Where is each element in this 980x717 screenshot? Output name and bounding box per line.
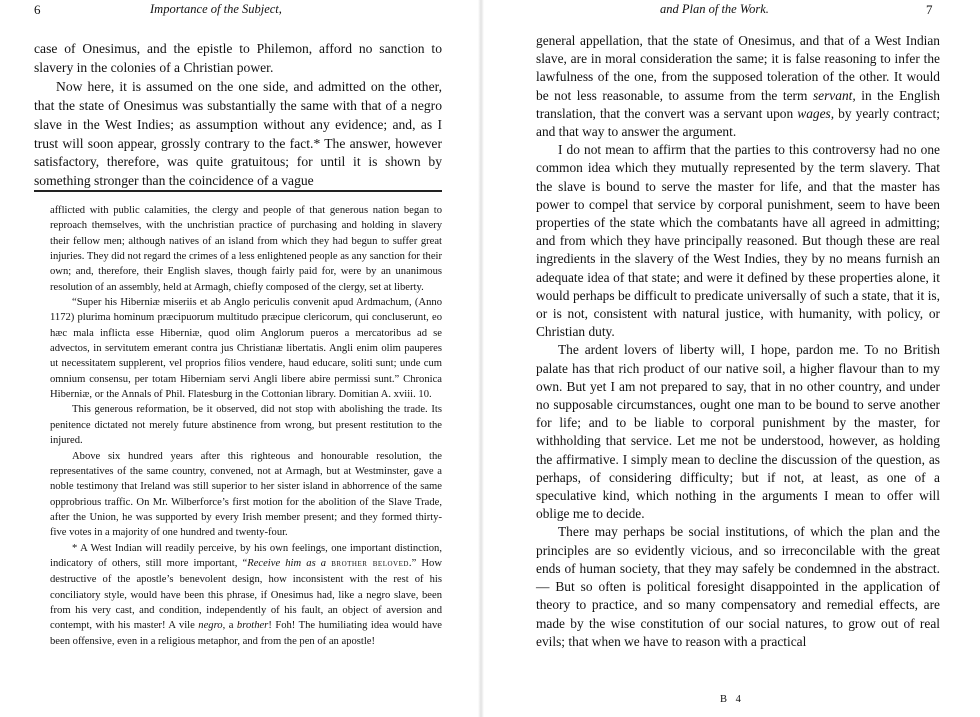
right-running-head: and Plan of the Work. bbox=[660, 2, 769, 16]
left-running-head: Importance of the Subject, bbox=[150, 2, 282, 16]
right-paragraph-1: general appellation, that the state of Onesimus, and that of a West Indian slave, are in moral consideration the same; it is false reasoning to infer the lawfulness of the one, from the supposed toleration of the other. It would be not less reasonable, to assume from the term servant, in the English translation, that the convert was a servant upon wages, by yearly contract; and that way to answer the argument. bbox=[536, 33, 940, 140]
footnote-latin-quote: “Super his Hiberniæ miseriis et ab Anglo periculis convenit apud Ardmachum, (Anno 1172) plurima hominum præcipuorum multitudo præcipue clericorum, qui concluserunt, eo hæc mala inflicta esse Hiberniæ, quod olim Anglorum pueros a mercatoribus ad se advectos, in servitutem emerant contra jus Christianæ libertatis. Angli enim olim pauperes ut necessitatem supplerent, vel proprios filios vendere, haud educare, soliti sunt; unde cum omnium consensu, per totam Hiberniam servi Angli libere abire permissi sunt.” Chronica Hiberniæ, or the Annals of Phil. Flatesburg in the Cottonian library. Domitian A. xviii. 10. bbox=[50, 297, 442, 401]
left-footnotes bbox=[50, 203, 442, 649]
footnote-reformation: This generous reformation, be it observed, did not stop with abolishing the trade. Its penitence dictated not merely future abstinence from wrong, but present restitution to the injured. bbox=[50, 404, 442, 447]
right-page-number: 7 bbox=[926, 2, 933, 17]
left-page-number: 6 bbox=[34, 2, 41, 17]
right-paragraph-4: There may perhaps be social institutions, of which the plan and the principles are so evidently vicious, and so irreconcilable with the great ends of human society, that they may safely be condemned in the abstract. — But so often is political foresight disappointed in the application of theory to practice, and so many compensatory and remedial effects, are made by the wise constitution of our social natures, to grow out of real evils; that when we have to reason with a practical bbox=[536, 524, 940, 649]
footnote-continuation: afflicted with public calamities, the clergy and people of that generous nation began to reproach themselves, with the unchristian practice of purchasing and holding in slavery their fellow men; although natives of an island from which they had begun to suffer great injuries. They did not regard the crimes of a less enlightened people as any sanction for their own; and, therefore, their English slaves, though fairly paid for, were by an unanimous resolution of an assembly, held at Armagh, chiefly composed of the clergy, set at liberty. bbox=[50, 205, 442, 293]
signature-mark: B 4 bbox=[720, 694, 744, 705]
footnote-westminster: Above six hundred years after this righteous and honourable resolution, the representatives of the same country, convened, not at Armagh, but at Westminster, gave a noble testimony that Ireland was still superior to her sister island in abhorrence of the same opprobrious traffic. On Mr. Wilberforce’s first motion for the abolition of the Slave Trade, after the Union, he was supported by every Irish member present; and they formed thirty-five votes in a majority of one hundred and twenty-four. bbox=[50, 450, 442, 539]
footnote-rule bbox=[34, 190, 442, 192]
right-paragraph-3: The ardent lovers of liberty will, I hope, pardon me. To no British palate has that rich product of our native soil, a higher flavour than to my own. But yet I am not prepared to say, that in no other country, and under no supposable circumstances, ought one man to be bound to serve another for life; and to be liable to corporal punishment by the master, for withholding that service. Let me not be understood, however, as holding the affirmative. I simply mean to decline the discussion of the question, as perhaps, of considering difficulty; but if not, at least, as one of a speculative kind, which nothing in the arguments I mean to offer will oblige me to decide. bbox=[536, 342, 940, 522]
left-body-text bbox=[34, 40, 442, 191]
book-spine bbox=[478, 0, 484, 717]
left-paragraph-1: case of Onesimus, and the epistle to Philemon, afford no sanction to slavery in the colonies of a Christian power. bbox=[34, 41, 442, 75]
left-page bbox=[0, 0, 470, 717]
right-paragraph-2: I do not mean to affirm that the parties to this controversy had no one common idea which they mutually represented by the term slavery. That the slave is bound to serve the master for life, and that the master has power to compel that service by corporal punishment, seem to have been properties of the state which the combatants have all agreed in admitting; and from which they have principally reasoned. But though these are real ingredients in the slavery of the West Indies, they by no means furnish an adequate idea of that state; and were it defined by these properties alone, it would perhaps be difficult to predicate universally of such a state, that it is, or is not, consistent with natural justice, with humanity, with policy, or Christian duty. bbox=[536, 142, 940, 340]
footnote-star-note: * A West Indian will readily perceive, by his own feelings, one important distinction, indicatory of others, still more important, “Receive him as a brother beloved.” How destructive of the apostle’s benevolent design, how inconsistent with the rest of his conciliatory style, would have been this phrase, if Onesimus had, like a negro slave, been from his very cast, and condition, independently of his fault, an object of aversion and contempt, with his master! A vile negro, a brother! Foh! The humiliating idea would have been offensive, even in a religious metaphor, and from the pen of an apostle! bbox=[50, 542, 442, 647]
left-paragraph-2: Now here, it is assumed on the one side, and admitted on the other, that the state of Onesimus was substantially the same with that of a negro slave in the West Indies; as assumption without any evidence; and, as I trust will soon appear, grossly contrary to the fact.* The answer, however satisfactory, therefore, was quite gratuitous; for until it is shown by something stronger than the coincidence of a vague bbox=[34, 78, 442, 189]
right-page bbox=[490, 0, 980, 717]
right-body-text bbox=[536, 32, 940, 651]
